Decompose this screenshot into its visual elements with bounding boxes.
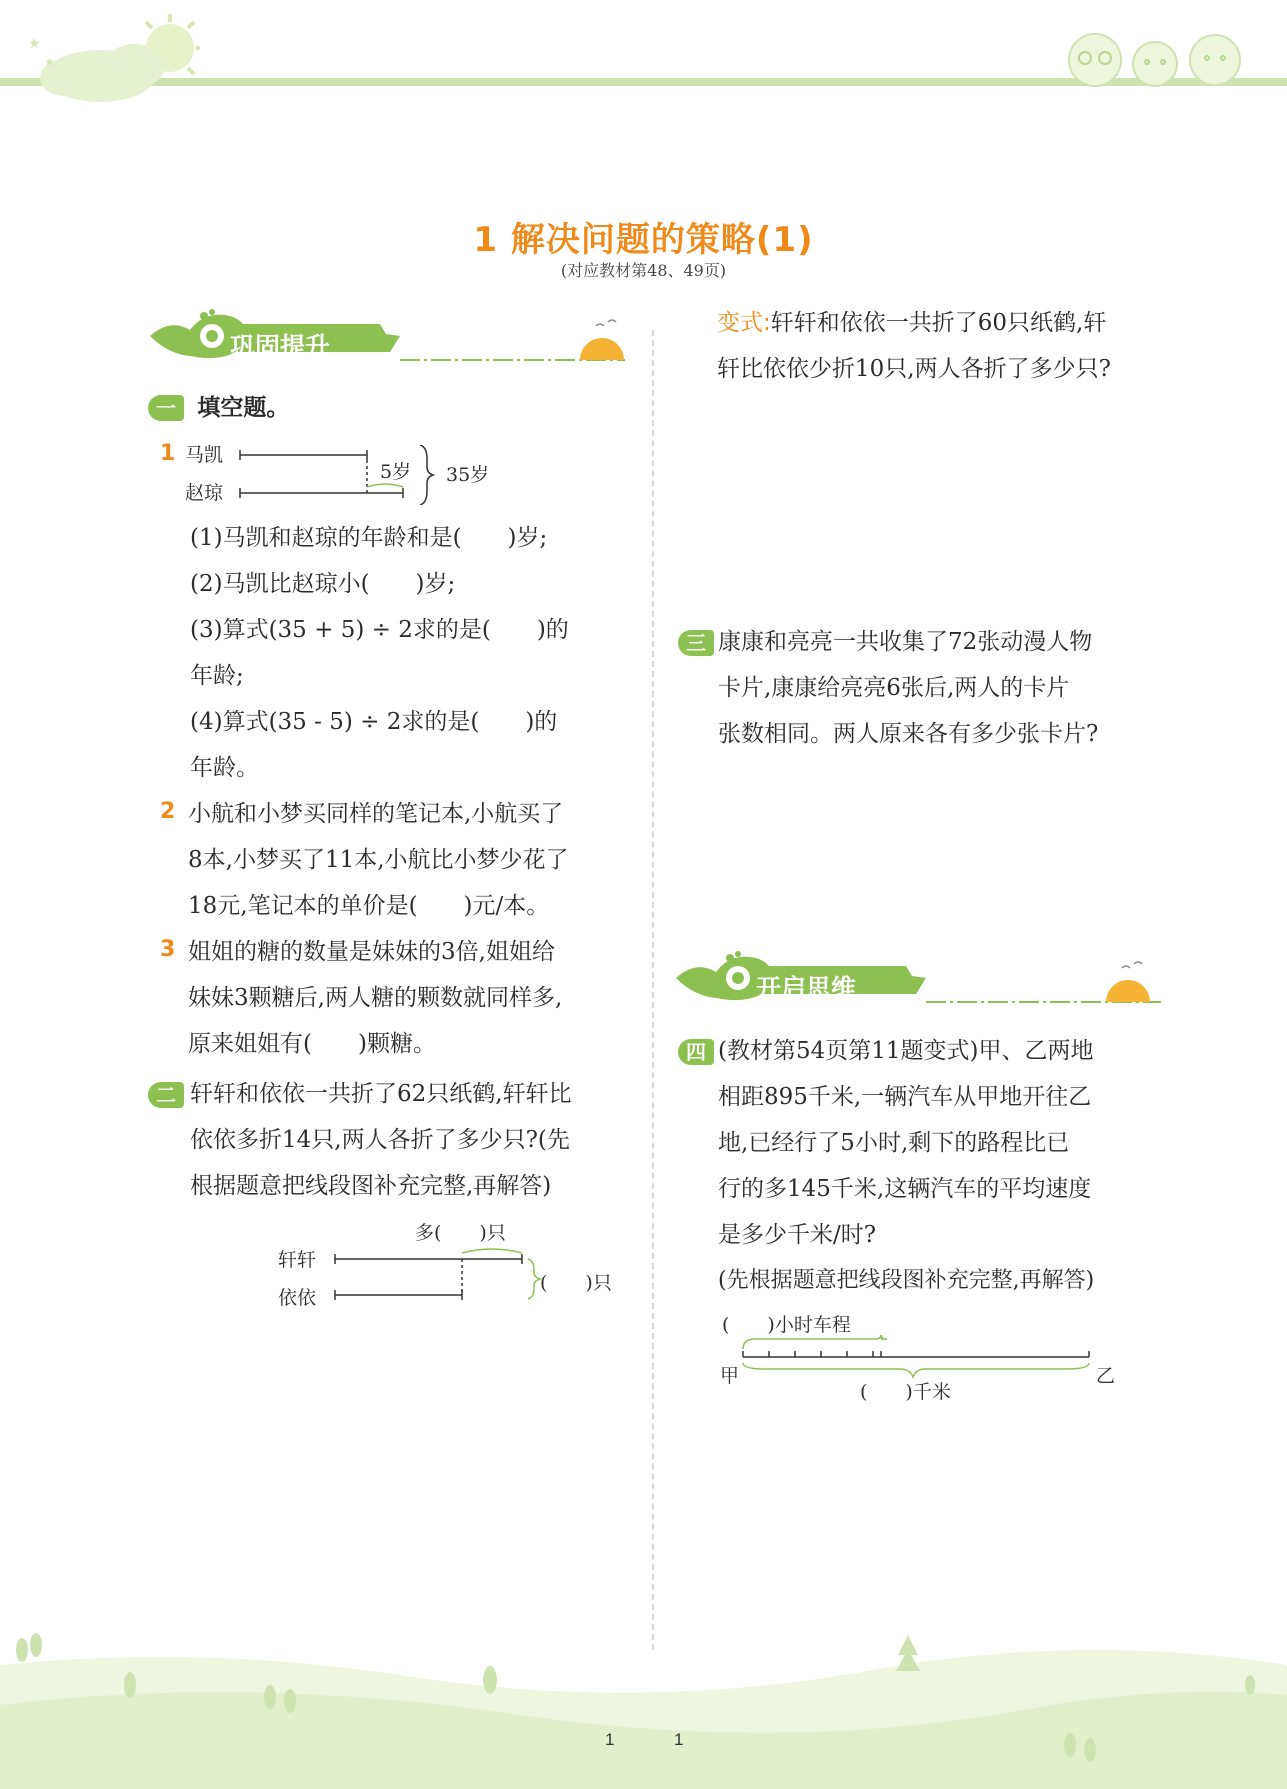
variant-label: 变式: <box>717 310 771 336</box>
part-tag-3: 三 <box>678 630 714 656</box>
variant-line-2: 轩比依依少折10只,两人各折了多少只? <box>717 356 1111 382</box>
part4-line-diagram <box>735 1335 1095 1380</box>
question-number-2: 2 <box>160 799 176 824</box>
q1-diff-label: 5岁 <box>380 461 412 483</box>
part2-line-2: 依依多折14只,两人各折了多少只?(先 <box>190 1127 570 1153</box>
part4-line-1: (教材第54页第11题变式)甲、乙两地 <box>718 1038 1094 1064</box>
section-banner-consolidate <box>150 308 630 368</box>
section-banner-consolidate-label: 巩固提升 <box>230 332 331 361</box>
page-title: 1 解决问题的策略(1) <box>473 220 814 260</box>
q2-line-1: 小航和小梦买同样的笔记本,小航买了 <box>188 801 564 827</box>
part4-note: (先根据题意把线段图补充完整,再解答) <box>718 1268 1095 1293</box>
page-number-left: 1 <box>605 1730 615 1749</box>
section-banner-thinking <box>676 950 1166 1010</box>
question-number-3: 3 <box>160 937 176 962</box>
column-divider <box>652 330 654 1650</box>
part4-line-2: 相距895千米,一辆汽车从甲地开往乙 <box>718 1084 1092 1110</box>
part3-line-1: 康康和亮亮一共收集了72张动漫人物 <box>718 629 1093 655</box>
q1-item-4-cont: 年龄。 <box>190 755 259 781</box>
variant-line-1: 轩轩和依依一共折了60只纸鹤,轩 <box>770 310 1107 336</box>
part4-diagram-start: 甲 <box>720 1365 740 1387</box>
part2-diagram-b: 依依 <box>278 1287 317 1309</box>
q1-item-2: (2)马凯比赵琼小( )岁; <box>190 571 456 597</box>
footer-landscape <box>0 1625 1287 1789</box>
part-heading-1: 填空题。 <box>197 395 290 421</box>
part4-diagram-bottom: ( )千米 <box>860 1381 951 1403</box>
part4-line-3: 地,已经行了5小时,剩下的路程比已 <box>718 1130 1070 1156</box>
svg-text:★: ★ <box>28 36 41 52</box>
q1-item-3-cont: 年龄; <box>190 663 244 689</box>
q1-item-4: (4)算式(35 - 5) ÷ 2求的是( )的 <box>190 709 558 735</box>
page-number-right: 1 <box>674 1730 684 1749</box>
q1-label-b: 赵琼 <box>185 482 224 504</box>
q1-item-1: (1)马凯和赵琼的年龄和是( )岁; <box>190 525 548 551</box>
q1-label-a: 马凯 <box>185 444 224 466</box>
part2-line-diagram <box>330 1245 550 1305</box>
q2-line-3: 18元,笔记本的单价是( )元/本。 <box>188 893 550 919</box>
part2-diagram-a: 轩轩 <box>278 1249 317 1271</box>
part2-diagram-top: 多( )只 <box>415 1222 506 1244</box>
svg-text:★: ★ <box>44 55 55 69</box>
page-subtitle: (对应教材第48、49页) <box>560 261 727 280</box>
part3-line-3: 张数相同。两人原来各有多少张卡片? <box>718 721 1099 747</box>
cloud-sun-icon <box>20 8 200 103</box>
part4-diagram-top: ( )小时车程 <box>722 1314 851 1336</box>
part4-line-5: 是多少千米/时? <box>718 1222 877 1248</box>
part-tag-2: 二 <box>148 1082 184 1108</box>
q3-line-3: 原来姐姐有( )颗糖。 <box>188 1031 436 1057</box>
part3-line-2: 卡片,康康给亮亮6张后,两人的卡片 <box>718 675 1070 701</box>
part2-diagram-right: ( )只 <box>540 1272 612 1294</box>
q1-item-3: (3)算式(35 + 5) ÷ 2求的是( )的 <box>190 617 569 643</box>
section-banner-thinking-label: 开启思维 <box>756 974 857 1003</box>
question-number-1: 1 <box>160 441 176 466</box>
part-tag-1: 一 <box>148 395 184 421</box>
part4-line-4: 行的多145千米,这辆汽车的平均速度 <box>718 1176 1092 1202</box>
part2-line-3: 根据题意把线段图补充完整,再解答) <box>190 1173 552 1199</box>
q1-total-label: 35岁 <box>446 464 490 486</box>
part2-line-1: 轩轩和依依一共折了62只纸鹤,轩轩比 <box>190 1081 572 1107</box>
part-tag-4: 四 <box>678 1039 714 1065</box>
animal-faces-icon <box>1055 20 1255 90</box>
part4-diagram-end: 乙 <box>1096 1365 1116 1387</box>
q2-line-2: 8本,小梦买了11本,小航比小梦少花了 <box>188 847 569 873</box>
q3-line-2: 妹妹3颗糖后,两人糖的颗数就同样多, <box>188 985 563 1011</box>
q3-line-1: 姐姐的糖的数量是妹妹的3倍,姐姐给 <box>188 939 555 965</box>
